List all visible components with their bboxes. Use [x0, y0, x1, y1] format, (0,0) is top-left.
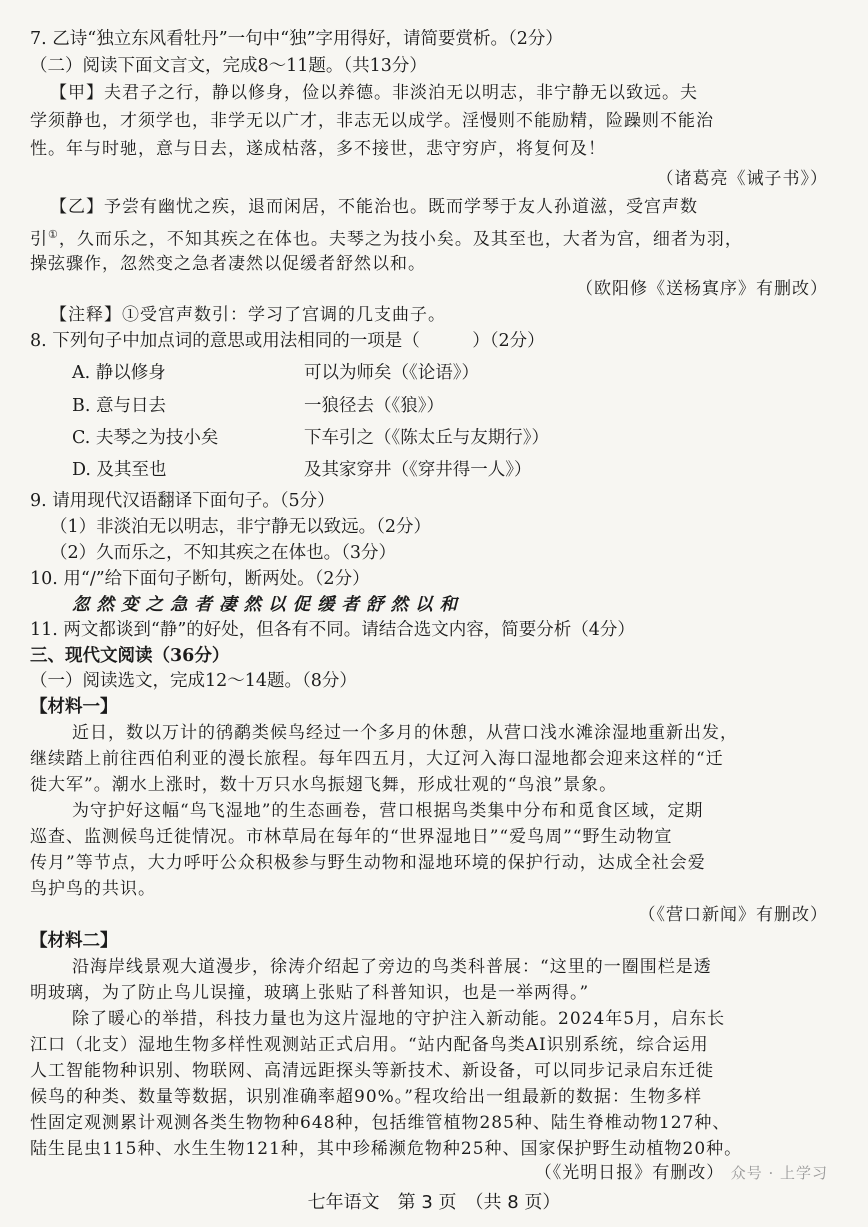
question-9: 9. 请用现代汉语翻译下面句子。（5分） [30, 491, 335, 511]
material-1-source: （《营口新闻》有删改） [638, 905, 828, 925]
section-modern-heading: 三、现代文阅读（36分） [30, 646, 230, 666]
material-1-line-6: 传月”等节点，大力呼吁公众积极参与野生动物和湿地环境的保护行动，达成全社会爱 [30, 853, 706, 873]
passage-yi-line-1: 【乙】予尝有幽忧之疾，退而闲居，不能治也。既而学琴于友人孙道滋，受宫声数 [50, 197, 698, 217]
material-1-line-1: 近日，数以万计的鸻鹬类候鸟经过一个多月的休憩，从营口浅水滩涂湿地重新出发， [72, 723, 738, 743]
material-1-line-5: 巡查、监测候鸟迁徙情况。市林草局在每年的“世界湿地日”“爱鸟周”“野生动物宣 [30, 827, 673, 847]
page-footer: 七年语文 第 3 页 （共 8 页） [307, 1192, 561, 1213]
material-1-line-4: 为守护好这幅“鸟飞湿地”的生态画卷，营口根据鸟类集中分布和觅食区域，定期 [72, 801, 704, 821]
section-classical-heading: （二）阅读下面文言文，完成8～11题。（共13分） [30, 56, 427, 76]
passage-jia-line-1: 【甲】夫君子之行，静以修身，俭以养德。非淡泊无以明志，非宁静无以致远。夫 [50, 83, 698, 103]
material-1-line-7: 鸟护鸟的共识。 [30, 879, 156, 899]
question-9-2: （2）久而乐之，不知其疾之在体也。（3分） [50, 543, 397, 563]
option-b: B. 意与日去 一狼径去（《狼》） [72, 396, 444, 416]
material-2-line-7: 性固定观测累计观测各类生物物种648种，包括维管植物285种、陆生脊椎动物127种、 [30, 1113, 731, 1133]
material-2-heading: 【材料二】 [30, 931, 118, 951]
material-2-line-5: 人工智能物种识别、物联网、高清远距探头等新技术、新设备，可以同步记录启东迁徙 [30, 1061, 714, 1081]
question-10-sentence: 忽然变之急者凄然以促缓者舒然以和 [72, 595, 464, 615]
material-1-line-3: 徙大军”。潮水上涨时，数十万只水鸟振翅飞舞，形成壮观的“鸟浪”景象。 [30, 775, 618, 795]
material-2-line-3: 除了暖心的举措，科技力量也为这片湿地的守护注入新动能。2024年5月，启东长 [72, 1009, 726, 1029]
note-marker: ① [48, 228, 59, 241]
material-2-line-2: 明玻璃，为了防止鸟儿误撞，玻璃上张贴了科普知识，也是一举两得。” [30, 983, 590, 1003]
material-2-line-4: 江口（北支）湿地生物多样性观测站正式启用。“站内配备鸟类AI识别系统，综合运用 [30, 1035, 709, 1055]
passage-jia-line-2: 学须静也，才须学也，非学无以广才，非志无以成学。淫慢则不能励精，险躁则不能治 [30, 111, 714, 131]
option-d: D. 及其至也 及其家穿井（《穿井得一人》） [72, 460, 532, 480]
passage-jia-source: （诸葛亮《诫子书》） [656, 169, 828, 189]
watermark: 众号 · 上学习 [730, 1164, 828, 1182]
material-2-source: （《光明日报》有删改） 众号 · 上学习 [534, 1163, 828, 1183]
passage-jia-line-3: 性。年与时驰，意与日去，遂成枯落，多不接世，悲守穷庐，将复何及！ [30, 139, 606, 159]
question-10: 10. 用“/”给下面句子断句，断两处。（2分） [30, 569, 370, 589]
question-8: 8. 下列句子中加点词的意思或用法相同的一项是（ ）（2分） [30, 331, 545, 351]
option-a: A. 静以修身 可以为师矣（《论语》） [72, 363, 479, 383]
question-9-1: （1）非淡泊无以明志，非宁静无以致远。（2分） [50, 517, 432, 537]
question-11: 11. 两文都谈到“静”的好处，但各有不同。请结合选文内容，简要分析（4分） [30, 620, 635, 640]
passage-yi-line-2: 引①，久而乐之，不知其疾之在体也。夫琴之为技小矣。及其至也，大者为宫，细者为羽， [30, 228, 743, 250]
option-c: C. 夫琴之为技小矣 下车引之（《陈太丘与友期行》） [72, 428, 549, 448]
subsection-heading: （一）阅读选文，完成12～14题。（8分） [30, 671, 357, 691]
question-7: 7. 乙诗“独立东风看牡丹”一句中“独”字用得好，请简要赏析。（2分） [30, 29, 563, 49]
material-2-line-6: 候鸟的种类、数量等数据，识别准确率超90%。”程攻给出一组最新的数据：生物多样 [30, 1087, 702, 1107]
annotation: 【注释】①受宫声数引：学习了宫调的几支曲子。 [50, 305, 446, 325]
passage-yi-source: （欧阳修《送杨寘序》有删改） [576, 279, 828, 299]
material-1-line-2: 继续踏上前往西伯利亚的漫长旅程。每年四五月，大辽河入海口湿地都会迎来这样的“迁 [30, 749, 724, 769]
passage-yi-line-3: 操弦骤作，忽然变之急者凄然以促缓者舒然以和。 [30, 254, 426, 274]
material-1-heading: 【材料一】 [30, 697, 118, 717]
material-2-line-1: 沿海岸线景观大道漫步，徐涛介绍起了旁边的鸟类科普展：“这里的一圈围栏是透 [72, 957, 712, 977]
material-2-line-8: 陆生昆虫115种、水生生物121种，其中珍稀濒危物种25种、国家保护野生动植物20种。 [30, 1139, 743, 1159]
